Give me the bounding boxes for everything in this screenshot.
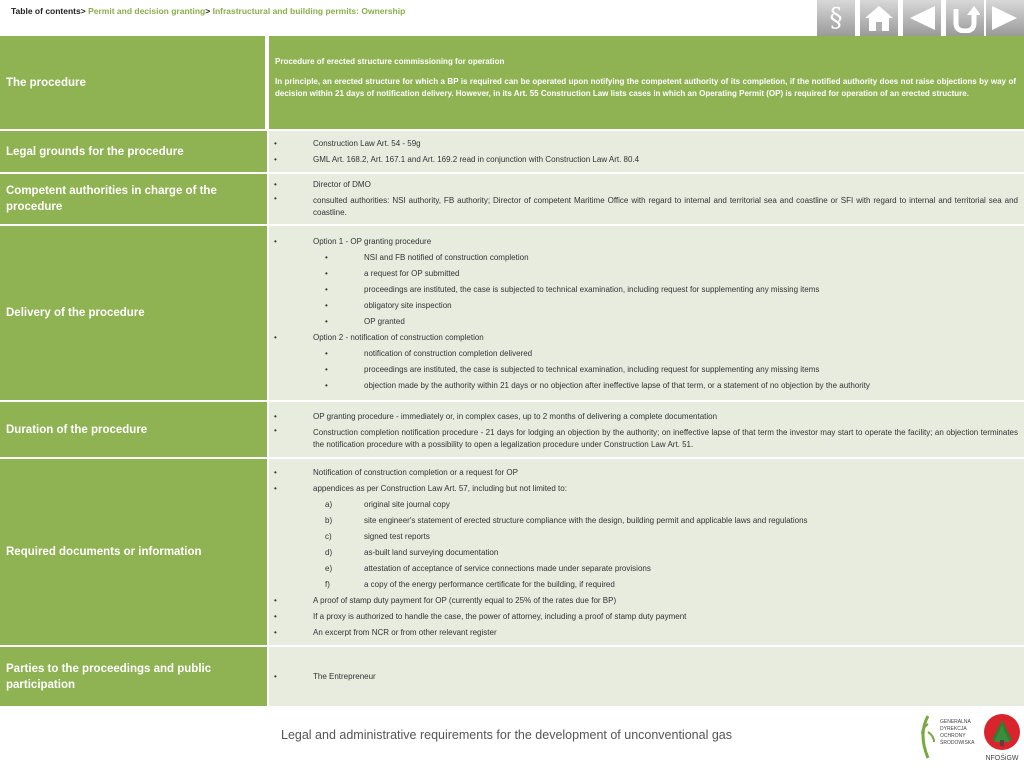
logo-text: NFOŚiGW (985, 755, 1019, 762)
list-item: • OP granting procedure - immediately or, in complex cases, up to 2 months of delivering a complete documentation (269, 409, 1018, 425)
row-duration (0, 402, 1024, 457)
parties-content (269, 647, 1024, 706)
procedure-title: Procedure of erected structure commissioning for operation (275, 57, 505, 66)
row-delivery (0, 226, 1024, 400)
home-button[interactable] (860, 0, 898, 36)
forward-button[interactable] (986, 0, 1024, 36)
list-item: • Director of DMO (269, 177, 1018, 193)
row-label-parties: Parties to the proceedings and public participation (0, 647, 267, 706)
list-item: • Option 2 - notification of construction completion (269, 330, 1018, 346)
return-button[interactable] (946, 0, 984, 36)
list-item: • The Entrepreneur (269, 669, 1018, 685)
row-label-authorities: Competent authorities in charge of the procedure (0, 174, 267, 224)
sub-list-item: • proceedings are instituted, the case is subjected to technical examination, including request for supplementing any missing items (269, 282, 1018, 298)
row-procedure (0, 36, 1024, 129)
logo-text: GENERALNA (940, 719, 971, 725)
sub-list-item: f) a copy of the energy performance certificate for the building, if required (325, 580, 615, 589)
list-item: • If a proxy is authorized to handle the case, the power of attorney, including a proof of stamp duty payment (269, 609, 1018, 625)
row-documents (0, 459, 1024, 645)
section-button[interactable] (817, 0, 855, 36)
row-label-legal: Legal grounds for the procedure (0, 131, 267, 172)
list-item: • An excerpt from NCR or from other relevant register (269, 625, 1018, 641)
sub-list-item: • obligatory site inspection (269, 298, 1018, 314)
bullet-icon: • (325, 317, 328, 326)
nfosigw-logo (980, 712, 1024, 764)
bullet-icon: • (325, 269, 328, 278)
delivery-content (269, 226, 1024, 400)
sub-list-item: • objection made by the authority within 21 days or no objection after ineffective lapse of that term, or a statement of no objection by the authority (269, 378, 1018, 394)
duration-content (269, 402, 1024, 457)
back-arrow-icon (907, 4, 937, 32)
list-item: • appendices as per Construction Law Art. 57, including but not limited to: (269, 481, 1018, 497)
bullet-icon: • (325, 301, 328, 310)
logo-text: DYREKCJA (940, 726, 967, 732)
sub-list-item: e) attestation of acceptance of service connections made under separate provisions (325, 564, 651, 573)
breadcrumb-root[interactable]: Table of contents (11, 6, 81, 16)
bullet-icon: • (325, 253, 328, 262)
row-parties (0, 647, 1024, 706)
bullet-icon: • (325, 349, 328, 358)
bullet-icon: • (325, 381, 328, 390)
list-item: • Construction Law Art. 54 - 59g (269, 136, 1018, 152)
sub-list-item: b) site engineer's statement of erected structure compliance with the design, building permit and applicable laws and regulations (325, 516, 808, 525)
sub-list-item: • OP granted (269, 314, 1018, 330)
sub-list-item: c) signed test reports (325, 532, 430, 541)
list-item: • GML Art. 168.2, Art. 167.1 and Art. 169.2 read in conjunction with Construction Law Art. 80.4 (269, 152, 1018, 168)
section-icon: § (829, 3, 843, 33)
breadcrumb-level-1[interactable]: Permit and decision granting (88, 6, 206, 16)
bullet-icon: • (325, 285, 328, 294)
breadcrumb-separator: > (80, 6, 86, 16)
sub-list-item: • NSI and FB notified of construction completion (269, 250, 1018, 266)
sub-list-item: • proceedings are instituted, the case is subjected to technical examination, including request for supplementing any missing items (269, 362, 1018, 378)
sub-list-item: a) original site journal copy (325, 500, 450, 509)
sub-list-item: • a request for OP submitted (269, 266, 1018, 282)
row-label-procedure: The procedure (0, 36, 267, 129)
breadcrumb-level-2[interactable]: Infrastructural and building permits: Ownership (212, 6, 406, 16)
row-legal-grounds (0, 131, 1024, 172)
list-item: • Option 1 - OP granting procedure (269, 234, 1018, 250)
footer-title: Legal and administrative requirements for the development of unconventional gas (281, 728, 732, 742)
row-label-duration: Duration of the procedure (0, 402, 267, 457)
back-button[interactable] (903, 0, 941, 36)
row-label-documents: Required documents or information (0, 459, 267, 645)
list-item: • Construction completion notification procedure - 21 days for lodging an objection by the authority; on ineffective lapse of that term the investor may start to operate the facility; an objection terminates the notification procedure with a possibility to open a legalization procedure under Construction Law Art. 51. (269, 425, 1018, 453)
gdos-logo (916, 712, 976, 762)
breadcrumb-separator: > (205, 6, 211, 16)
logo-text: ŚRODOWISKA (940, 740, 975, 746)
logo-text: OCHRONY (940, 733, 966, 739)
procedure-content (269, 36, 1024, 129)
home-icon (864, 4, 894, 32)
breadcrumb (11, 6, 405, 16)
top-bar (0, 0, 1024, 34)
documents-content (269, 459, 1024, 645)
sub-list-item: • notification of construction completion delivered (269, 346, 1018, 362)
procedure-description: In principle, an erected structure for which a BP is required can be operated upon notifying the competent authority of its completion, if the notified authority does not raise objections by way of decision within 21 days of notification delivery. However, in its Art. 55 Construction Law lists cases in which an Operating Permit (OP) is required for operation of an erected structure. (275, 77, 1016, 98)
authorities-content (269, 174, 1024, 224)
list-item: • A proof of stamp duty payment for OP (currently equal to 25% of the rates due for BP) (269, 593, 1018, 609)
bullet-icon: • (325, 365, 328, 374)
row-authorities (0, 174, 1024, 224)
return-icon (950, 3, 980, 33)
sub-list-item: d) as-built land surveying documentation (325, 548, 499, 557)
forward-arrow-icon (990, 4, 1020, 32)
list-item: • consulted authorities: NSI authority, FB authority; Director of competent Maritime Office with regard to internal and territorial sea and coastline or SFI with regard to internal and territorial sea and coastline. (269, 193, 1018, 221)
row-label-delivery: Delivery of the procedure (0, 226, 267, 400)
list-item: • Notification of construction completion or a request for OP (269, 465, 1018, 481)
legal-content (269, 131, 1024, 172)
